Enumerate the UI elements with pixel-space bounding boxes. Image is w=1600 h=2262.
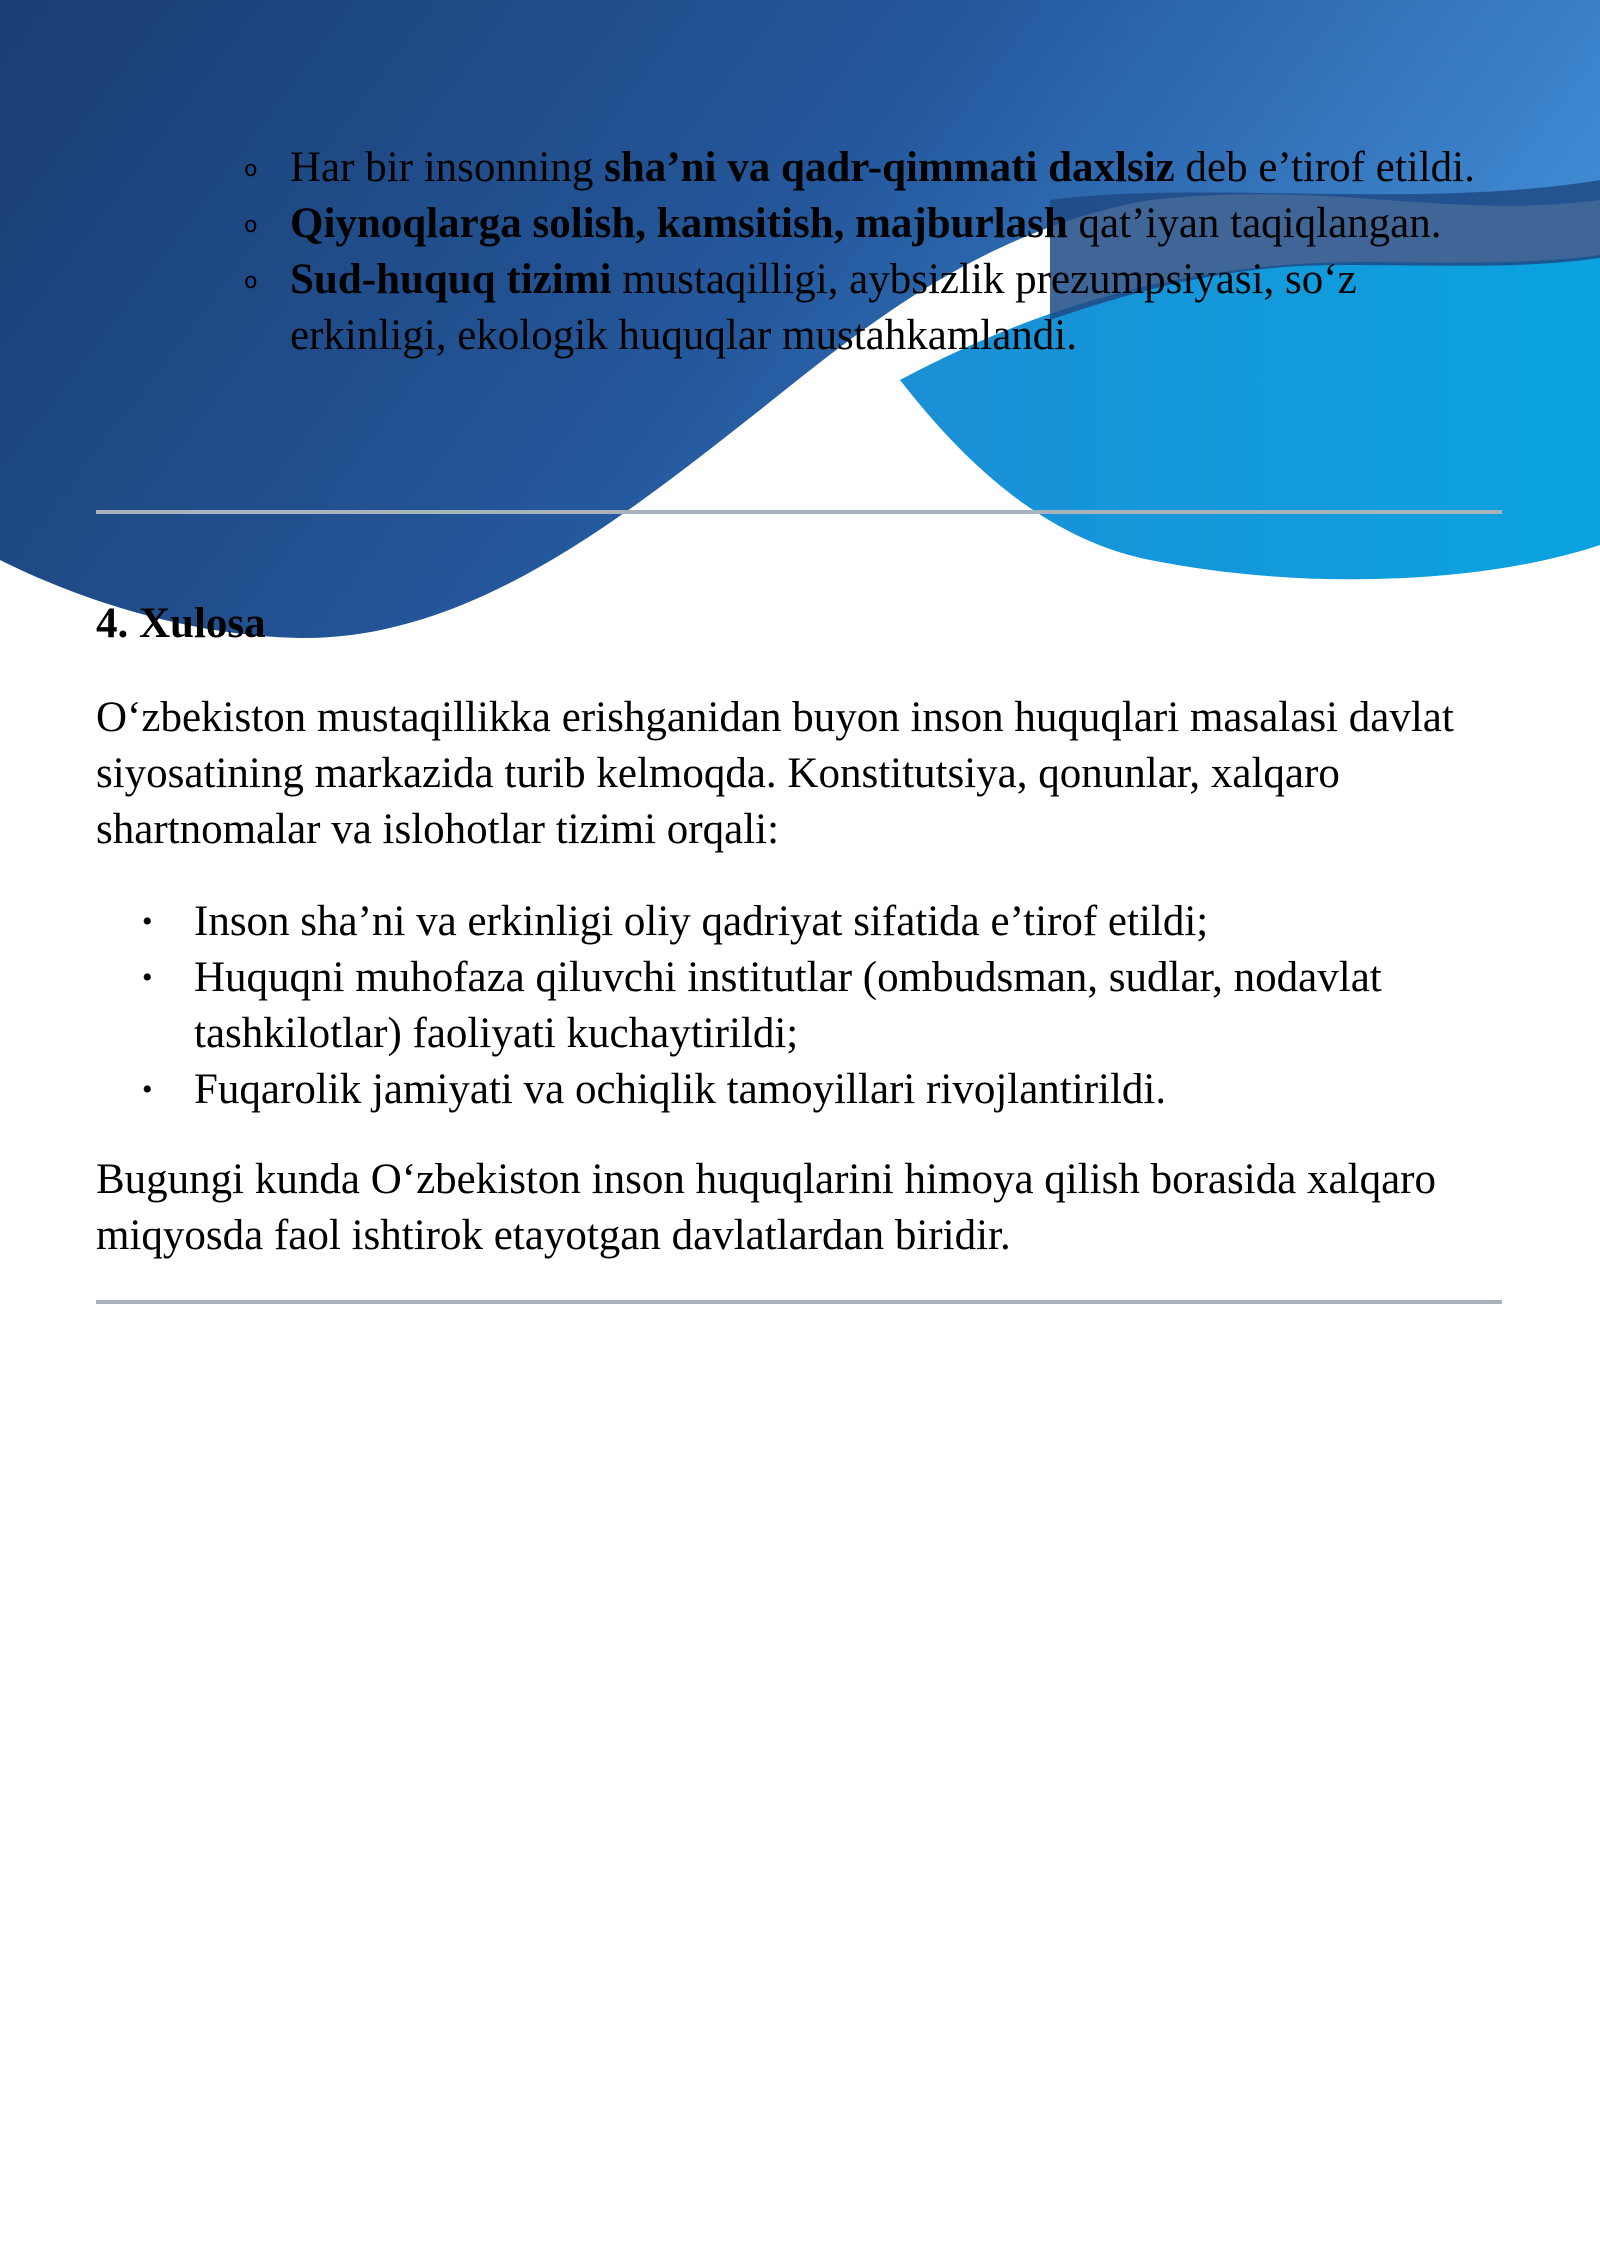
conclusion-bullet-list — [96, 894, 1396, 1118]
item-bold-text: sha’ni va qadr-qimmati daxlsiz — [604, 144, 1175, 191]
item-bold-text: Sud-huquq tizimi — [290, 256, 612, 303]
item-text: Har bir insonning — [290, 144, 605, 191]
item-text: mustaqilligi, aybsizlik prezumpsiyasi, so‘z erkinligi, ekologik huquqlar mustahkamlandi. — [290, 256, 1357, 359]
bullet-icon: • — [142, 905, 153, 938]
bullet-item — [96, 950, 1396, 1062]
section-divider — [96, 510, 1502, 514]
bullet-text: Inson sha’ni va erkinligi oliy qadriyat sifatida e’tirof etildi; — [194, 898, 1209, 945]
bullet-icon: • — [142, 961, 153, 994]
bullet-item — [96, 894, 1396, 950]
bullet-text: Fuqarolik jamiyati va ochiqlik tamoyillari rivojlantirildi. — [194, 1066, 1167, 1113]
rights-list-item — [232, 196, 1512, 252]
section-divider — [96, 1300, 1502, 1304]
closing-paragraph: Bugungi kunda O‘zbekiston inson huquqlarini himoya qilish borasida xalqaro miqyosda faol ishtirok etayotgan davlatlardan biridir. — [96, 1156, 1436, 1259]
rights-list-item — [232, 140, 1512, 196]
hollow-bullet-icon: o — [244, 269, 258, 294]
item-text: deb e’tirof etildi. — [1174, 144, 1475, 191]
bullet-item — [96, 1062, 1396, 1118]
bullet-icon: • — [142, 1073, 153, 1106]
rights-list-item — [232, 252, 1512, 364]
bullet-text: Huquqni muhofaza qiluvchi institutlar (ombudsman, sudlar, nodavlat tashkilotlar) faoliyati kuchaytirildi; — [194, 954, 1382, 1057]
hollow-bullet-icon: o — [244, 213, 258, 238]
rights-sub-list — [232, 140, 1512, 364]
item-text: qat’iyan taqiqlangan. — [1067, 200, 1442, 247]
hollow-bullet-icon: o — [244, 157, 258, 182]
item-bold-text: Qiynoqlarga solish, kamsitish, majburlash — [290, 200, 1068, 247]
intro-paragraph: O‘zbekiston mustaqillikka erishganidan buyon inson huquqlari masalasi davlat siyosatining markazida turib kelmoqda. Konstitutsiya, qonunlar, xalqaro shartnomalar va islohotlar tizimi orqali: — [96, 694, 1454, 853]
section-heading: 4. Xulosa — [96, 600, 266, 647]
